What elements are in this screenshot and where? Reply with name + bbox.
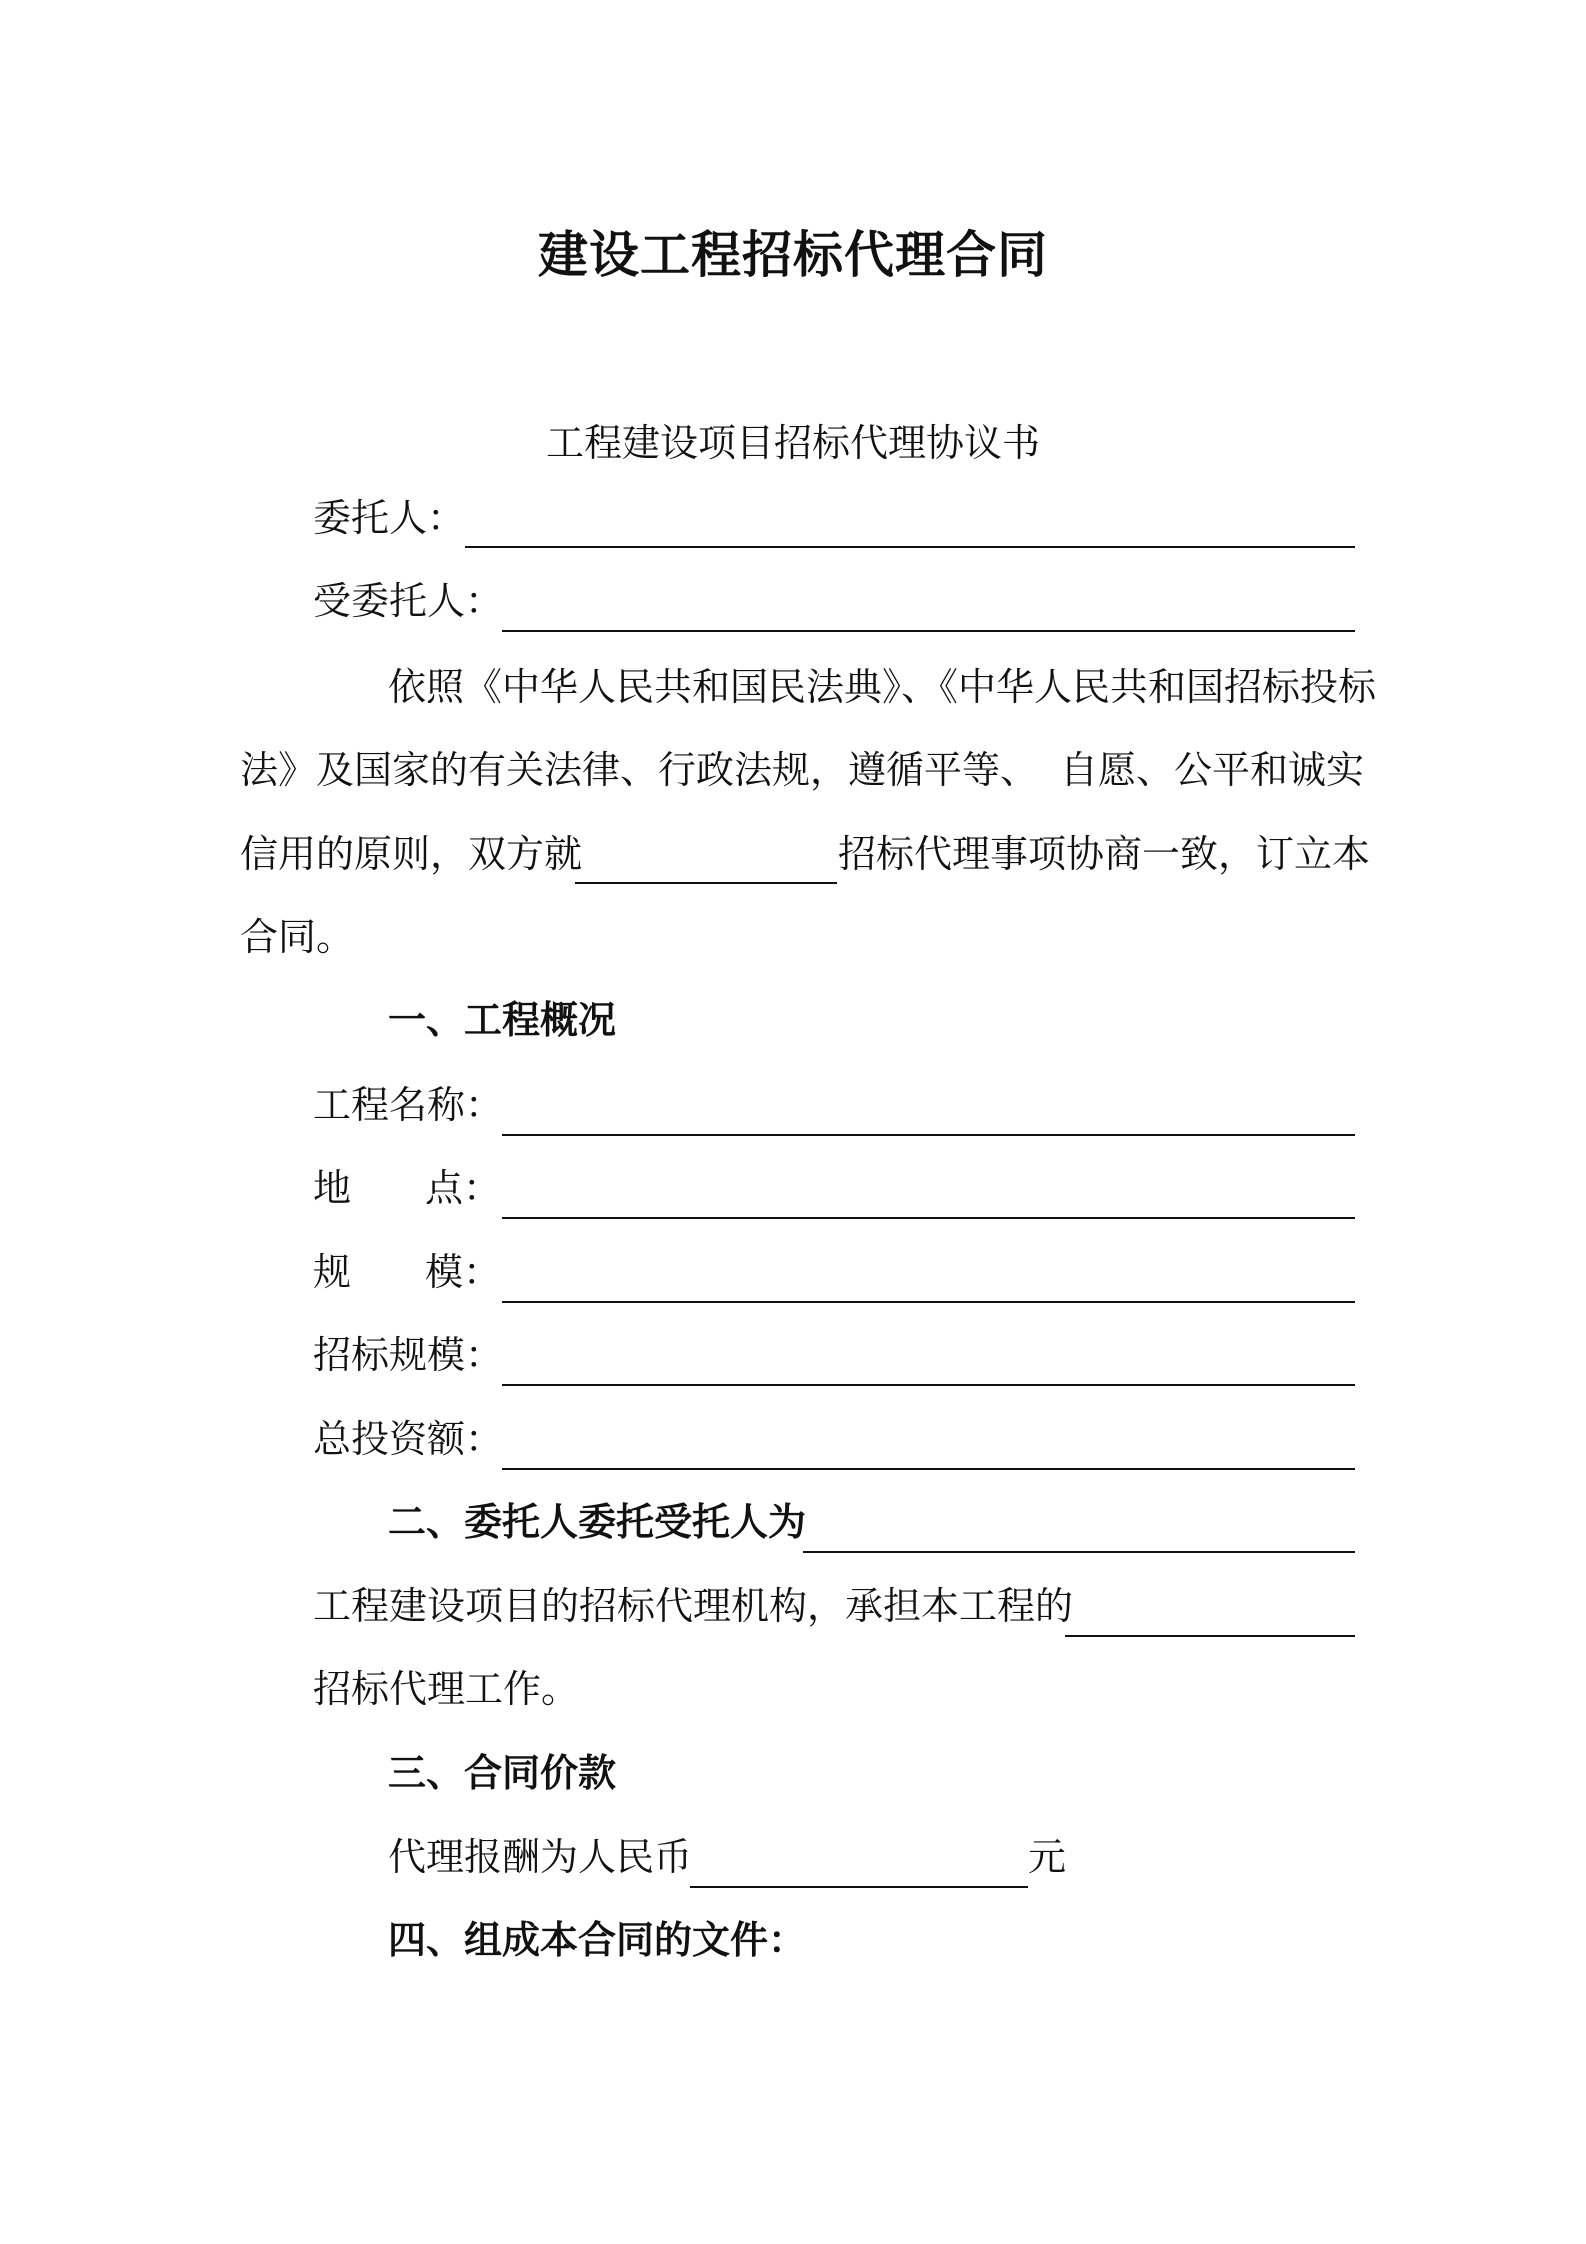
section-2-line-2: 工程建设项目的招标代理机构，承担本工程的 <box>313 1584 1074 1628</box>
intro-line-2b: 自愿、公平和诚实 <box>1060 748 1365 792</box>
project-name-fill-line <box>502 1134 1355 1136</box>
agent-label: 受委托人： <box>313 579 504 623</box>
project-fill-line <box>575 882 837 884</box>
project-name-label: 工程名称： <box>313 1083 504 1127</box>
scale-label-b: 模： <box>425 1250 502 1294</box>
document-title: 建设工程招标代理合同 <box>538 226 1048 284</box>
section-2-line-1: 二、委托人委托受托人为 <box>388 1500 807 1544</box>
location-fill-line <box>502 1217 1355 1219</box>
section-4-heading: 四、组成本合同的文件： <box>388 1918 807 1962</box>
bid-scale-fill-line <box>502 1384 1355 1386</box>
section-2-line-3: 招标代理工作。 <box>313 1667 580 1711</box>
intro-line-3a: 信用的原则，双方就 <box>240 832 583 876</box>
scale-fill-line <box>502 1301 1355 1303</box>
intro-line-1: 依照《中华人民共和国民法典》、《中华人民共和国招标投标 <box>388 665 1377 709</box>
agent-role-fill-line <box>803 1551 1355 1553</box>
fee-unit: 元 <box>1028 1835 1067 1879</box>
section-3-heading: 三、合同价款 <box>388 1751 617 1795</box>
location-label-a: 地 <box>313 1166 352 1210</box>
investment-label: 总投资额： <box>313 1417 504 1461</box>
section-1-heading: 一、工程概况 <box>388 998 617 1042</box>
intro-line-3b: 招标代理事项协商一致，订立本 <box>838 832 1371 876</box>
fee-text: 代理报酬为人民币 <box>388 1835 693 1879</box>
fee-fill-line <box>690 1886 1028 1888</box>
bid-scale-label: 招标规模： <box>313 1333 504 1377</box>
principal-fill-line <box>465 546 1355 548</box>
intro-line-2a: 法》及国家的有关法律、行政法规，遵循平等、 <box>240 748 1039 792</box>
location-label-b: 点： <box>425 1166 502 1210</box>
document-subtitle: 工程建设项目招标代理协议书 <box>545 421 1040 465</box>
agent-fill-line <box>502 630 1355 632</box>
principal-label: 委托人： <box>313 496 466 540</box>
scope-fill-line <box>1065 1635 1355 1637</box>
intro-line-4: 合同。 <box>240 915 355 959</box>
scale-label-a: 规 <box>313 1250 352 1294</box>
investment-fill-line <box>502 1468 1355 1470</box>
